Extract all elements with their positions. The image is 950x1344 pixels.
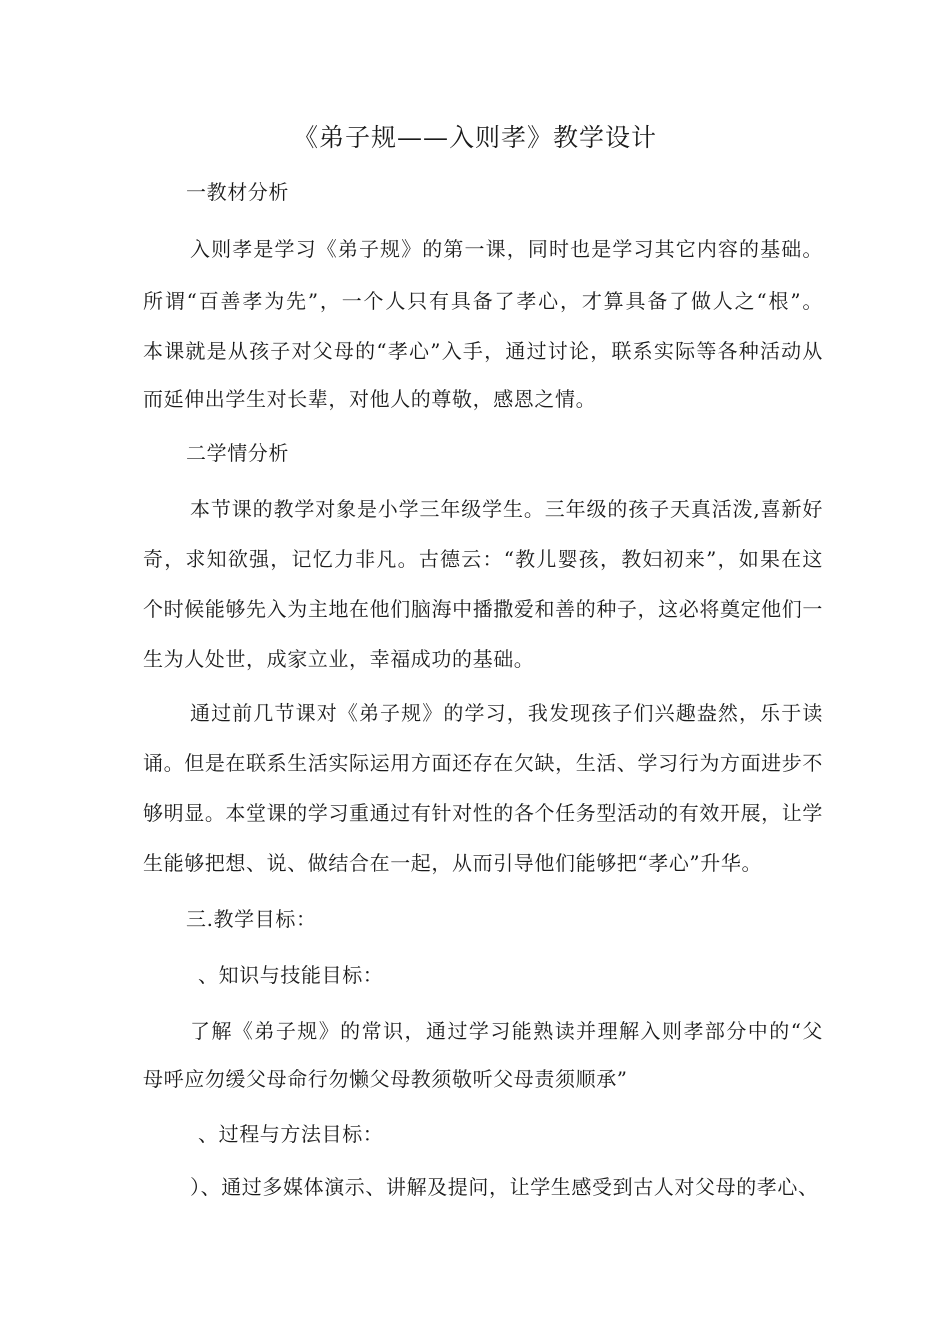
- subheading-knowledge-skills: 、知识与技能目标：: [198, 963, 384, 987]
- paragraph-line: 母呼应勿缓父母命行勿懒父母教须敬听父母责须顺承”: [143, 1067, 628, 1091]
- paragraph-line: 了解《弟子规》的常识，通过学习能熟读并理解入则孝部分中的“父: [190, 1019, 823, 1043]
- paragraph-line: ）、通过多媒体演示、讲解及提问，让学生感受到古人对父母的孝心、: [190, 1175, 819, 1199]
- paragraph-line: 通过前几节课对《弟子规》的学习，我发现孩子们兴趣盎然，乐于读: [190, 701, 823, 725]
- paragraph-line: 够明显。本堂课的学习重通过有针对性的各个任务型活动的有效开展，让学: [143, 801, 823, 825]
- paragraph-line: 诵。但是在联系生活实际运用方面还存在欠缺，生活、学习行为方面进步不: [143, 751, 823, 775]
- paragraph-line: 生为人处世，成家立业，幸福成功的基础。: [143, 647, 535, 671]
- paragraph-line: 本课就是从孩子对父母的“孝心”入手，通过讨论，联系实际等各种活动从: [143, 339, 823, 363]
- section-heading-learner-analysis: 二学情分析: [186, 441, 289, 465]
- paragraph-line: 个时候能够先入为主地在他们脑海中播撒爱和善的种子，这必将奠定他们一: [143, 597, 823, 621]
- paragraph-line: 奇，求知欲强，记忆力非凡。古德云：“教儿婴孩，教妇初来”，如果在这: [143, 547, 823, 571]
- paragraph-line: 所谓“百善孝为先”，一个人只有具备了孝心，才算具备了做人之“根”。: [143, 289, 823, 313]
- section-heading-teaching-goals: 三.教学目标：: [186, 907, 317, 931]
- paragraph-line: 入则孝是学习《弟子规》的第一课，同时也是学习其它内容的基础。: [190, 237, 823, 261]
- paragraph-line: 生能够把想、说、做结合在一起，从而引导他们能够把“孝心”升华。: [143, 851, 763, 875]
- subheading-process-methods: 、过程与方法目标：: [198, 1122, 384, 1146]
- paragraph-line: 而延伸出学生对长辈，对他人的尊敬，感恩之情。: [143, 387, 597, 411]
- document-title: 《弟子规——入则孝》教学设计: [292, 123, 657, 152]
- paragraph-line: 本节课的教学对象是小学三年级学生。三年级的孩子天真活泼,喜新好: [190, 497, 823, 521]
- section-heading-textbook-analysis: 一教材分析: [186, 180, 289, 204]
